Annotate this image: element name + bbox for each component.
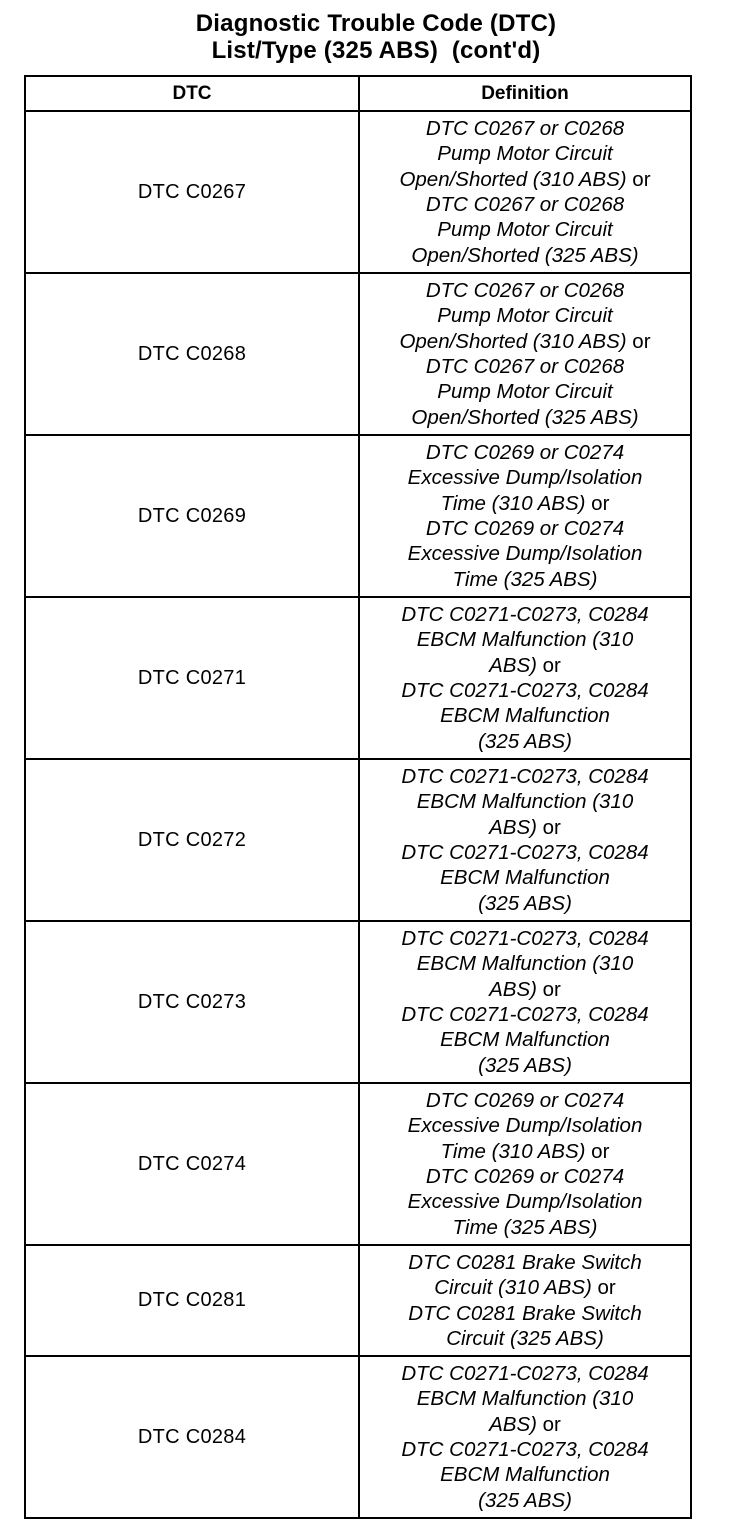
definition-line-italic: DTC C0271-C0273, C0284 <box>401 926 649 950</box>
definition-line-italic: Excessive Dump/Isolation <box>407 542 643 566</box>
definition-line <box>360 653 690 678</box>
definition-line-italic: Time (310 ABS) <box>440 1139 586 1163</box>
definition-line <box>360 602 690 627</box>
dtc-definition-cell <box>359 1356 691 1518</box>
definition-line-italic: Open/Shorted (310 ABS) <box>399 167 627 191</box>
definition-line-italic: Pump Motor Circuit <box>437 142 613 166</box>
definition-line <box>360 627 690 652</box>
page-title-line-1: Diagnostic Trouble Code (DTC) <box>195 10 557 37</box>
definition-line-italic: DTC C0267 or C0268 <box>425 355 625 378</box>
dtc-definition-cell <box>359 759 691 921</box>
dtc-code-cell: DTC C0271 <box>25 597 359 759</box>
definition-line <box>360 491 690 516</box>
definition-line <box>360 192 690 217</box>
definition-line-italic: DTC C0271-C0273, C0284 <box>401 1003 649 1026</box>
definition-line-tail: or <box>626 329 651 353</box>
definition-line <box>360 729 690 754</box>
definition-line <box>360 465 690 490</box>
definition-line <box>360 303 690 328</box>
definition-line-tail: or <box>585 491 610 515</box>
definition-line-italic: DTC C0271-C0273, C0284 <box>401 602 649 626</box>
definition-line <box>360 840 690 865</box>
definition-line-italic: DTC C0267 or C0268 <box>425 116 625 140</box>
definition-line <box>360 379 690 404</box>
definition-line <box>360 926 690 951</box>
definition-line-italic: EBCM Malfunction (310 <box>416 952 634 976</box>
definition-line <box>360 951 690 976</box>
definition-line-tail: or <box>626 167 651 191</box>
definition-line-italic: EBCM Malfunction <box>440 1463 610 1487</box>
column-header-dtc: DTC <box>25 76 359 111</box>
definition-line-italic: ABS) <box>489 653 537 677</box>
dtc-code-cell: DTC C0281 <box>25 1245 359 1356</box>
dtc-code-cell: DTC C0272 <box>25 759 359 921</box>
definition-line <box>360 329 690 354</box>
definition-line <box>360 1139 690 1164</box>
dtc-definition-cell <box>359 273 691 435</box>
dtc-code-cell: DTC C0269 <box>25 435 359 597</box>
page-title <box>0 10 752 64</box>
definition-line-italic: Circuit (310 ABS) <box>434 1276 592 1300</box>
definition-line-italic: Excessive Dump/Isolation <box>407 466 643 490</box>
definition-line <box>360 243 690 268</box>
definition-line-italic: Time (310 ABS) <box>440 491 586 515</box>
dtc-code-cell: DTC C0267 <box>25 111 359 273</box>
definition-line <box>360 1412 690 1437</box>
definition-line <box>360 1326 690 1351</box>
definition-line <box>360 891 690 916</box>
definition-line-italic: EBCM Malfunction (310 <box>416 790 634 814</box>
definition-line-italic: (325 ABS) <box>478 1053 572 1077</box>
definition-line <box>360 1386 690 1411</box>
table-row <box>25 273 691 435</box>
definition-line-italic: DTC C0271-C0273, C0284 <box>401 1361 649 1385</box>
definition-line <box>360 1215 690 1240</box>
definition-line-italic: Pump Motor Circuit <box>437 380 613 404</box>
definition-line <box>360 678 690 703</box>
definition-line <box>360 116 690 141</box>
definition-line-italic: Excessive Dump/Isolation <box>407 1190 643 1214</box>
definition-line-tail: or <box>536 977 561 1001</box>
definition-line-italic: (325 ABS) <box>478 891 572 915</box>
table-row <box>25 597 691 759</box>
definition-line-italic: DTC C0267 or C0268 <box>425 193 625 216</box>
definition-line-italic: (325 ABS) <box>478 1488 572 1512</box>
table-row <box>25 435 691 597</box>
definition-line-italic: Open/Shorted (310 ABS) <box>399 329 627 353</box>
dtc-definition-cell <box>359 435 691 597</box>
definition-line <box>360 1027 690 1052</box>
definition-line-tail: or <box>536 653 561 677</box>
definition-line-italic: Open/Shorted (325 ABS) <box>411 405 639 429</box>
definition-line <box>360 1250 690 1275</box>
definition-line-italic: DTC C0271-C0273, C0284 <box>401 679 649 702</box>
definition-line-italic: Excessive Dump/Isolation <box>407 1114 643 1138</box>
definition-line-italic: ABS) <box>489 815 537 839</box>
definition-line-italic: EBCM Malfunction (310 <box>416 1387 634 1411</box>
definition-line-italic: EBCM Malfunction <box>440 866 610 890</box>
definition-line <box>360 217 690 242</box>
definition-line-italic: DTC C0281 Brake Switch <box>408 1301 642 1325</box>
table-row <box>25 1245 691 1356</box>
definition-line-italic: EBCM Malfunction <box>440 1028 610 1052</box>
definition-line <box>360 1301 690 1326</box>
definition-line <box>360 1437 690 1462</box>
definition-line-italic: DTC C0281 Brake Switch <box>408 1250 642 1274</box>
definition-line <box>360 1088 690 1113</box>
definition-line-italic: ABS) <box>489 1412 537 1436</box>
definition-line <box>360 167 690 192</box>
definition-line <box>360 354 690 379</box>
definition-line-italic: DTC C0271-C0273, C0284 <box>401 764 649 788</box>
dtc-code-cell: DTC C0284 <box>25 1356 359 1518</box>
definition-line <box>360 703 690 728</box>
definition-line-italic: Pump Motor Circuit <box>437 218 613 242</box>
definition-line-italic: Circuit (325 ABS) <box>446 1326 604 1350</box>
dtc-code-cell: DTC C0274 <box>25 1083 359 1245</box>
dtc-code-cell: DTC C0268 <box>25 273 359 435</box>
definition-line <box>360 1002 690 1027</box>
dtc-definition-cell <box>359 111 691 273</box>
dtc-code-cell: DTC C0273 <box>25 921 359 1083</box>
dtc-definition-cell <box>359 1083 691 1245</box>
definition-line-italic: ABS) <box>489 977 537 1001</box>
definition-line-tail: or <box>591 1276 616 1300</box>
definition-line <box>360 278 690 303</box>
definition-line-italic: (325 ABS) <box>478 729 572 753</box>
definition-line <box>360 1361 690 1386</box>
definition-line <box>360 1164 690 1189</box>
table-header-row <box>25 76 691 111</box>
table-row <box>25 1356 691 1518</box>
definition-line <box>360 1275 690 1300</box>
definition-line-italic: DTC C0269 or C0274 <box>425 1165 625 1188</box>
dtc-definition-cell <box>359 921 691 1083</box>
definition-line <box>360 440 690 465</box>
definition-line <box>360 1189 690 1214</box>
definition-line <box>360 815 690 840</box>
table-row <box>25 759 691 921</box>
definition-line-tail: or <box>536 815 561 839</box>
definition-line <box>360 865 690 890</box>
dtc-definition-cell <box>359 597 691 759</box>
table-row <box>25 1083 691 1245</box>
definition-line <box>360 1053 690 1078</box>
definition-line <box>360 541 690 566</box>
definition-line-italic: DTC C0271-C0273, C0284 <box>401 841 649 864</box>
definition-line <box>360 1113 690 1138</box>
definition-line-italic: EBCM Malfunction <box>440 704 610 728</box>
definition-line <box>360 567 690 592</box>
definition-line <box>360 764 690 789</box>
table-row <box>25 111 691 273</box>
dtc-definition-cell <box>359 1245 691 1356</box>
column-header-definition: Definition <box>359 76 691 111</box>
definition-line-tail: or <box>585 1139 610 1163</box>
dtc-table <box>24 75 692 1519</box>
page-title-line-2: List/Type (325 ABS) (cont'd) <box>211 37 541 64</box>
definition-line <box>360 141 690 166</box>
definition-line <box>360 1462 690 1487</box>
definition-line-italic: DTC C0269 or C0274 <box>425 440 625 464</box>
table-body <box>25 111 691 1518</box>
definition-line-italic: Time (325 ABS) <box>452 567 598 591</box>
definition-line-italic: DTC C0269 or C0274 <box>425 1088 625 1112</box>
definition-line-italic: DTC C0269 or C0274 <box>425 517 625 540</box>
definition-line <box>360 516 690 541</box>
definition-line-italic: EBCM Malfunction (310 <box>416 628 634 652</box>
definition-line <box>360 789 690 814</box>
definition-line <box>360 977 690 1002</box>
definition-line <box>360 1488 690 1513</box>
definition-line-tail: or <box>536 1412 561 1436</box>
definition-line <box>360 405 690 430</box>
definition-line-italic: Open/Shorted (325 ABS) <box>411 243 639 267</box>
definition-line-italic: DTC C0271-C0273, C0284 <box>401 1438 649 1461</box>
definition-line-italic: Pump Motor Circuit <box>437 304 613 328</box>
table-row <box>25 921 691 1083</box>
definition-line-italic: DTC C0267 or C0268 <box>425 278 625 302</box>
definition-line-italic: Time (325 ABS) <box>452 1215 598 1239</box>
